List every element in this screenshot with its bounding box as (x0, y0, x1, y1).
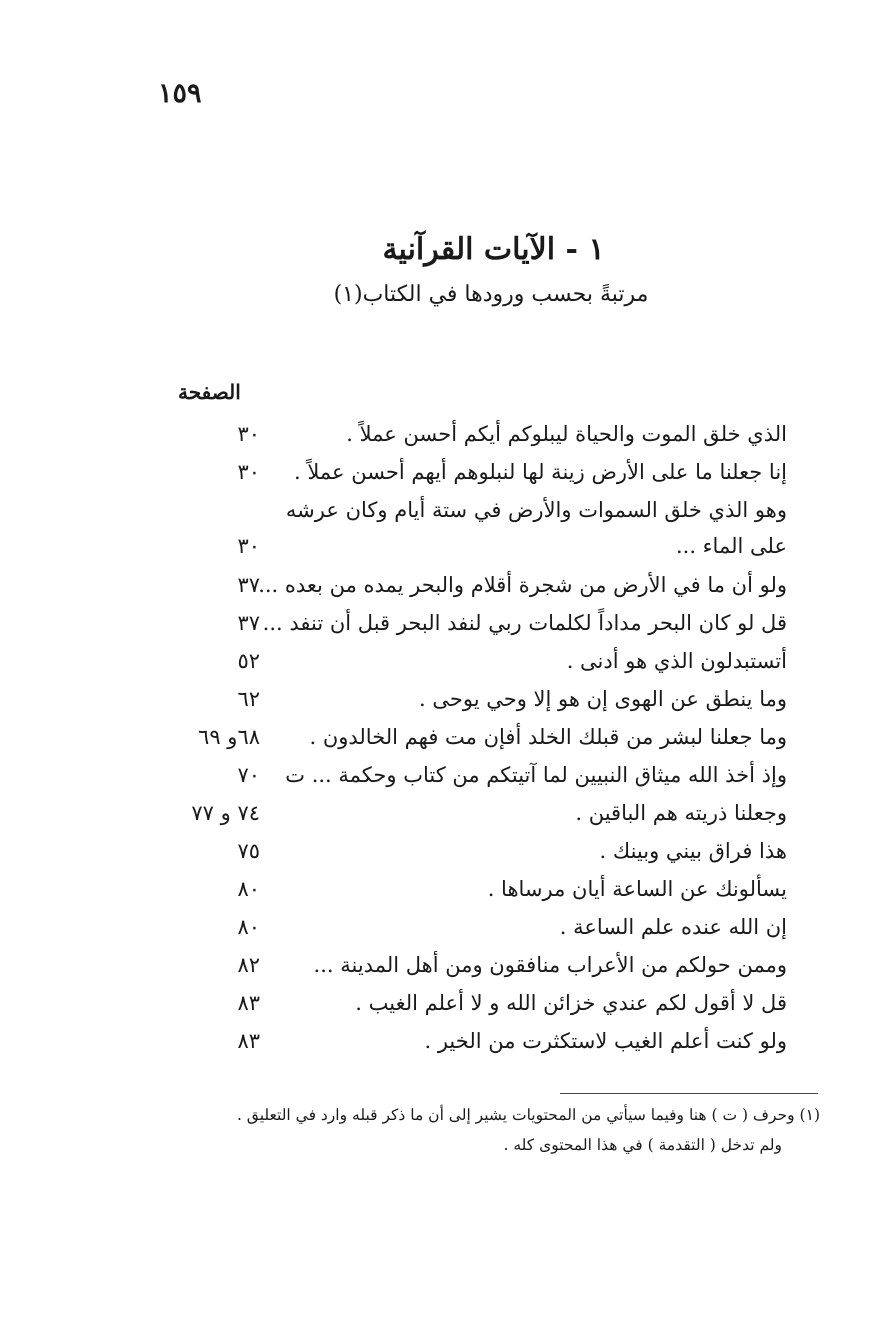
page-reference: ٣٠ (237, 534, 260, 558)
page-reference: ٧٠ (237, 763, 260, 787)
list-item (165, 677, 787, 715)
verse-text: هذا فراق بيني وبينك . (599, 839, 787, 863)
verse-text: ولو أن ما في الأرض من شجرة أقلام والبحر يمده من بعده ... (258, 573, 787, 597)
verse-text: الذي خلق الموت والحياة ليبلوكم أيكم أحسن عملاً . (346, 422, 787, 446)
section-subtitle: مرتبةً بحسب ورودها في الكتاب(١) (333, 282, 649, 307)
verse-text: إنا جعلنا ما على الأرض زينة لها لنبلوهم أيهم أحسن عملاً . (293, 460, 787, 484)
page-reference: ٣٧ (237, 611, 260, 635)
verse-index-list (165, 412, 787, 1057)
page-reference: ٨٠ (237, 877, 260, 901)
list-item (165, 601, 787, 639)
page-reference: ٧٤ و ٧٧ (191, 801, 260, 825)
verse-text: وما جعلنا لبشر من قبلك الخلد أفإن مت فهم الخالدون . (309, 725, 787, 749)
verse-text: يسألونك عن الساعة أيان مرساها . (487, 877, 787, 901)
verse-text: وإذ أخذ الله ميثاق النبيين لما آتيتكم من كتاب وحكمة ... ت (285, 763, 787, 787)
verse-text: وممن حولكم من الأعراب منافقون ومن أهل المدينة ... (313, 953, 787, 977)
verse-text: وجعلنا ذريته هم الباقين . (575, 801, 787, 825)
page-reference: ٧٥ (237, 839, 260, 863)
page-reference: ٣٠ (237, 460, 260, 484)
verse-text: ولو كنت أعلم الغيب لاستكثرت من الخير . (424, 1029, 787, 1053)
page-reference: ٦٢ (237, 687, 260, 711)
list-item (165, 829, 787, 867)
verse-text: وما ينطق عن الهوى إن هو إلا وحي يوحى . (419, 687, 787, 711)
verse-text: إن الله عنده علم الساعة . (559, 915, 787, 939)
list-item (165, 412, 787, 450)
verse-text: قل لو كان البحر مداداً لكلمات ربي لنفد البحر قبل أن تنفد ... (262, 611, 787, 635)
section-title: ١ - الآيات القرآنية (382, 232, 605, 267)
list-item (165, 981, 787, 1019)
footnote (160, 1100, 820, 1160)
footnote-line: (١) وحرف ( ت ) هنا وفيما سيأتي من المحتويات يشير إلى أن ما ذكر قبله وارد في التعليق . (236, 1106, 820, 1124)
list-item (165, 867, 787, 905)
list-item (165, 563, 787, 601)
list-item (165, 791, 787, 829)
verse-text: وهو الذي خلق السموات والأرض في ستة أيام وكان عرشه على الماء ... (285, 498, 787, 558)
page-reference: ٨٢ (237, 953, 260, 977)
list-item (165, 715, 787, 753)
page-reference: ٨٣ (237, 991, 260, 1015)
page-reference: ٥٢ (237, 649, 260, 673)
footnote-line: ولم تدخل ( التقدمة ) في هذا المحتوى كله . (503, 1136, 782, 1154)
list-item (165, 753, 787, 791)
page-reference: ٦٨و ٦٩ (198, 725, 260, 749)
list-item (165, 1019, 787, 1057)
page-reference: ٣٠ (237, 422, 260, 446)
list-item (165, 905, 787, 943)
verse-text: قل لا أقول لكم عندي خزائن الله و لا أعلم الغيب . (355, 991, 787, 1015)
page-column-header: الصفحة (178, 380, 241, 404)
list-item (165, 639, 787, 677)
page-number: ١٥٩ (158, 78, 202, 109)
footnote-divider (560, 1093, 818, 1094)
page-reference: ٨٠ (237, 915, 260, 939)
page-reference: ٨٣ (237, 1029, 260, 1053)
list-item (165, 488, 787, 563)
page-reference: ٣٧ (237, 573, 260, 597)
verse-text: أتستبدلون الذي هو أدنى . (566, 649, 787, 673)
list-item (165, 450, 787, 488)
list-item (165, 943, 787, 981)
